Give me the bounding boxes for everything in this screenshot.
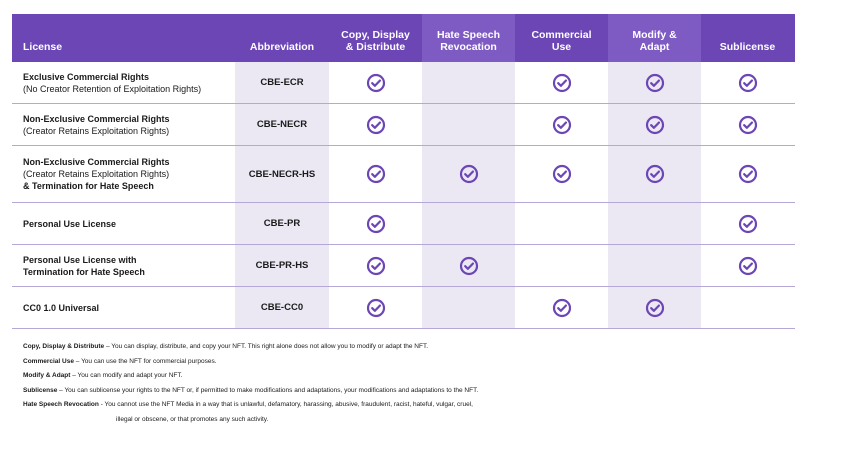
abbreviation: CBE-CC0 bbox=[260, 302, 304, 313]
license-name-line: (Creator Retains Exploitation Rights) bbox=[23, 169, 170, 179]
license-name-line: Personal Use License bbox=[23, 218, 117, 229]
cell-copy-display-distribute bbox=[329, 62, 422, 103]
definition-term: Commercial Use bbox=[23, 357, 74, 365]
check-circle-icon bbox=[645, 115, 665, 135]
check-circle-icon bbox=[738, 256, 758, 276]
header-label bbox=[437, 29, 500, 53]
definition-copy bbox=[23, 343, 823, 351]
definition-commercial bbox=[23, 358, 823, 366]
definition-term: Modify & Adapt bbox=[23, 372, 71, 380]
table-row bbox=[12, 62, 795, 104]
license-name-line: & Termination for Hate Speech bbox=[23, 181, 154, 191]
check-circle-icon bbox=[552, 298, 572, 318]
license-table bbox=[12, 14, 795, 329]
check-circle-icon bbox=[645, 298, 665, 318]
check-circle-icon bbox=[366, 164, 386, 184]
header-line: Hate Speech bbox=[436, 29, 501, 41]
header-line: Revocation bbox=[440, 41, 497, 53]
check-circle-icon bbox=[366, 214, 386, 234]
header-copy-display-distribute bbox=[329, 14, 422, 62]
license-name-line: Non-Exclusive Commercial Rights bbox=[23, 157, 170, 167]
header-modify-adapt bbox=[608, 14, 701, 62]
license-name-cell bbox=[12, 287, 235, 328]
license-name-line: Termination for Hate Speech bbox=[23, 266, 145, 277]
cell-copy-display-distribute bbox=[329, 287, 422, 328]
check-circle-icon bbox=[459, 164, 479, 184]
header-line: & Distribute bbox=[345, 41, 406, 53]
check-circle-icon bbox=[366, 73, 386, 93]
cell-modify-adapt bbox=[608, 287, 701, 328]
definition-modify bbox=[23, 372, 823, 380]
cell-copy-display-distribute bbox=[329, 203, 422, 244]
check-circle-icon bbox=[552, 73, 572, 93]
license-name-line: (No Creator Retention of Exploitation Rights) bbox=[23, 83, 202, 94]
license-name bbox=[23, 113, 170, 137]
cell-hate-speech-revocation bbox=[422, 245, 515, 286]
license-name-cell bbox=[12, 203, 235, 244]
abbreviation: CBE-NECR bbox=[256, 119, 308, 130]
cell-hate-speech-revocation bbox=[422, 146, 515, 202]
table-row bbox=[12, 104, 795, 146]
check-circle-icon bbox=[738, 115, 758, 135]
cell-modify-adapt bbox=[608, 146, 701, 202]
cell-hate-speech-revocation bbox=[422, 287, 515, 328]
definition-hate-speech-continued: illegal or obscene, or that promotes any such activity. bbox=[116, 415, 269, 423]
cell-modify-adapt bbox=[608, 203, 701, 244]
license-name-cell bbox=[12, 146, 235, 202]
cell-hate-speech-revocation bbox=[422, 104, 515, 145]
check-circle-icon bbox=[552, 115, 572, 135]
table-row bbox=[12, 203, 795, 245]
header-line: Use bbox=[551, 41, 572, 53]
check-circle-icon bbox=[366, 115, 386, 135]
cell-sublicense bbox=[701, 62, 794, 103]
cell-commercial-use bbox=[515, 62, 608, 103]
abbreviation-cell bbox=[235, 245, 329, 286]
definition-text: – You can use the NFT for commercial purposes. bbox=[73, 357, 217, 365]
license-name bbox=[23, 156, 170, 192]
license-name-cell bbox=[12, 245, 235, 286]
license-name-line: Exclusive Commercial Rights bbox=[23, 71, 150, 82]
license-name-cell bbox=[12, 62, 235, 103]
license-name-line: Personal Use License with bbox=[23, 254, 137, 265]
cell-copy-display-distribute bbox=[329, 104, 422, 145]
cell-hate-speech-revocation bbox=[422, 203, 515, 244]
check-circle-icon bbox=[552, 164, 572, 184]
header-line: Adapt bbox=[639, 41, 670, 53]
header-line: Copy, Display bbox=[341, 29, 410, 41]
license-name-line: (Creator Retains Exploitation Rights) bbox=[23, 125, 170, 136]
header-sublicense bbox=[701, 14, 794, 62]
license-name bbox=[23, 302, 99, 314]
cell-copy-display-distribute bbox=[329, 146, 422, 202]
check-circle-icon bbox=[738, 73, 758, 93]
cell-commercial-use bbox=[515, 245, 608, 286]
cell-commercial-use bbox=[515, 203, 608, 244]
definition-sublicense bbox=[23, 387, 823, 395]
table-body bbox=[12, 62, 795, 329]
check-circle-icon bbox=[366, 256, 386, 276]
header-label bbox=[341, 29, 410, 53]
license-name bbox=[23, 71, 201, 95]
abbreviation-cell bbox=[235, 104, 329, 145]
header-label: Sublicense bbox=[719, 41, 776, 53]
check-circle-icon bbox=[459, 256, 479, 276]
license-name-cell bbox=[12, 104, 235, 145]
header-line: Commercial bbox=[531, 29, 592, 41]
abbreviation: CBE-NECR-HS bbox=[248, 168, 316, 180]
definition-text: - You cannot use the NFT Media in a way that is unlawful, defamatory, harassing, abusive, fraudulent, racist, hateful, vulgar, cruel, bbox=[98, 401, 473, 409]
license-name bbox=[23, 254, 145, 278]
abbreviation: CBE-ECR bbox=[260, 77, 304, 88]
license-name-line: Non-Exclusive Commercial Rights bbox=[23, 113, 170, 124]
header-commercial-use bbox=[515, 14, 608, 62]
cell-sublicense bbox=[701, 287, 794, 328]
cell-commercial-use bbox=[515, 146, 608, 202]
abbreviation: CBE-PR bbox=[263, 218, 301, 229]
definition-term: Sublicense bbox=[23, 386, 58, 394]
check-circle-icon bbox=[366, 298, 386, 318]
header-label bbox=[632, 29, 676, 53]
definition-text: – You can sublicense your rights to the NFT or, if permitted to make modifications and adaptations, your modifications and adaptations to the NFT. bbox=[57, 386, 479, 394]
license-name-line: CC0 1.0 Universal bbox=[23, 302, 100, 313]
definition-text: – You can display, distribute, and copy your NFT. This right alone does not allow you to modify or adapt the NFT. bbox=[104, 343, 429, 350]
header-abbreviation: Abbreviation bbox=[249, 41, 315, 53]
abbreviation-cell bbox=[235, 62, 329, 103]
license-name bbox=[23, 218, 116, 230]
header-line: Modify & bbox=[632, 29, 677, 41]
cell-modify-adapt bbox=[608, 104, 701, 145]
table-row bbox=[12, 146, 795, 203]
check-circle-icon bbox=[645, 73, 665, 93]
header-license: License bbox=[23, 41, 63, 53]
cell-commercial-use bbox=[515, 287, 608, 328]
cell-sublicense bbox=[701, 104, 794, 145]
definition-text: – You can modify and adapt your NFT. bbox=[70, 372, 183, 380]
definitions bbox=[23, 343, 823, 431]
cell-sublicense bbox=[701, 203, 794, 244]
check-circle-icon bbox=[738, 164, 758, 184]
check-circle-icon bbox=[645, 164, 665, 184]
abbreviation: CBE-PR-HS bbox=[255, 260, 309, 271]
cell-sublicense bbox=[701, 146, 794, 202]
header-hate-speech-revocation bbox=[422, 14, 515, 62]
abbreviation-cell bbox=[235, 203, 329, 244]
definition-hate-speech bbox=[23, 401, 823, 409]
table-row bbox=[12, 245, 795, 287]
table-header bbox=[12, 14, 795, 62]
cell-modify-adapt bbox=[608, 245, 701, 286]
header-label bbox=[531, 29, 591, 53]
abbreviation-cell bbox=[235, 287, 329, 328]
definition-term: Hate Speech Revocation bbox=[23, 401, 99, 409]
definition-term: Copy, Display & Distribute bbox=[23, 343, 105, 350]
abbreviation-cell bbox=[235, 146, 329, 202]
check-circle-icon bbox=[738, 214, 758, 234]
cell-copy-display-distribute bbox=[329, 245, 422, 286]
cell-modify-adapt bbox=[608, 62, 701, 103]
table-row bbox=[12, 287, 795, 329]
cell-sublicense bbox=[701, 245, 794, 286]
cell-commercial-use bbox=[515, 104, 608, 145]
cell-hate-speech-revocation bbox=[422, 62, 515, 103]
